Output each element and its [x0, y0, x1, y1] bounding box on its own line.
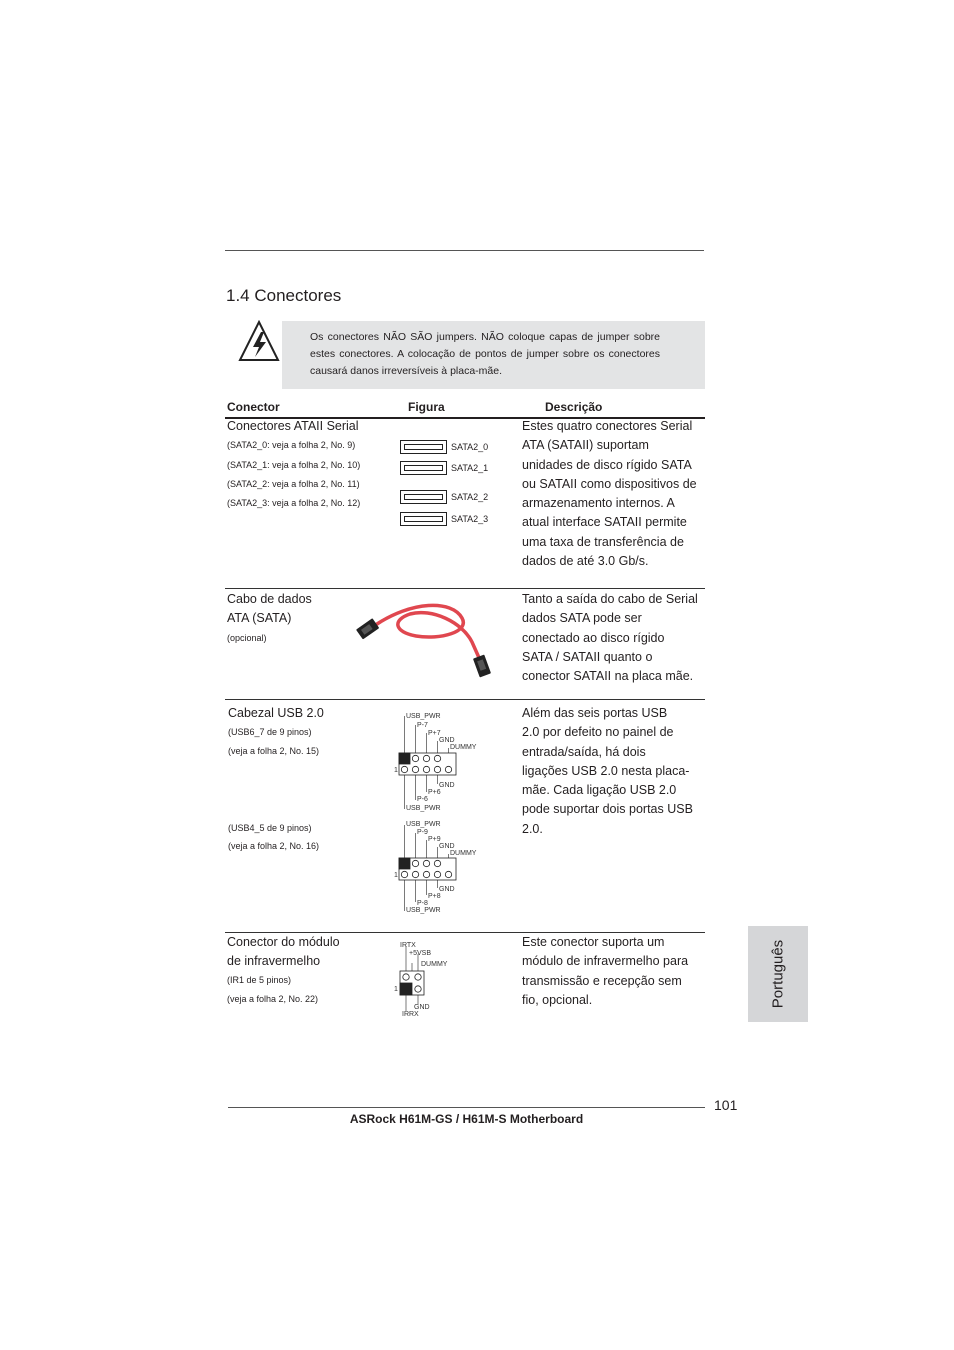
svg-text:IRTX: IRTX — [400, 942, 416, 949]
sata-cable-icon — [352, 600, 497, 685]
language-tab-label: Português — [769, 939, 787, 1009]
sata-note: (SATA2_0: veja a folha 2, No. 9) — [227, 440, 356, 450]
svg-text:1: 1 — [394, 872, 398, 879]
page-number: 101 — [714, 1097, 738, 1113]
cable-note: (opcional) — [227, 633, 267, 643]
svg-text:P-7: P-7 — [417, 722, 428, 729]
svg-text:DUMMY: DUMMY — [450, 850, 477, 857]
svg-text:USB_PWR: USB_PWR — [406, 907, 441, 914]
usb-note: (USB4_5 de 9 pinos) — [228, 823, 312, 833]
svg-text:GND: GND — [439, 782, 455, 789]
cable-description: Tanto a saída do cabo de Serial dados SATA pode ser conectado ao disco rígido SATA / SATAII quanto o conector SATAII na placa mãe. — [522, 592, 698, 684]
svg-text:USB_PWR: USB_PWR — [406, 805, 441, 812]
top-rule — [225, 250, 704, 251]
sata-port-label: SATA2_3 — [451, 514, 489, 524]
svg-text:USB_PWR: USB_PWR — [406, 713, 441, 720]
cable-name: Cabo de dados ATA (SATA) — [227, 592, 312, 626]
usb-note: (USB6_7 de 9 pinos) — [228, 727, 312, 737]
warning-text: Os conectores NÃO SÃO jumpers. NÃO coloque capas de jumper sobre estes conectores. A colocação de pontos de jumper sobre os conectores causará danos irreversíveis à placa-mãe. — [310, 331, 660, 377]
usb-note: (veja a folha 2, No. 16) — [228, 841, 320, 851]
ir-header-diagram — [394, 938, 464, 1025]
usb-name: Cabezal USB 2.0 — [228, 706, 324, 720]
usb-header-diagram — [394, 708, 484, 819]
svg-text:P+9: P+9 — [428, 836, 441, 843]
svg-text:1: 1 — [394, 986, 398, 993]
footer-rule — [228, 1107, 705, 1108]
svg-text:P+6: P+6 — [428, 789, 441, 796]
sata-note: (SATA2_3: veja a folha 2, No. 12) — [227, 498, 361, 508]
svg-text:GND: GND — [439, 737, 455, 744]
section-title: 1.4 Conectores — [226, 286, 342, 305]
header-figure: Figura — [408, 400, 445, 414]
sata-port-label: SATA2_2 — [451, 492, 489, 502]
ir-name: Conector do módulo de infravermelho — [227, 935, 340, 969]
sata-connector-icon — [400, 440, 447, 454]
footer-title: ASRock H61M-GS / H61M-S Motherboard — [349, 1112, 584, 1126]
svg-text:GND: GND — [439, 843, 455, 850]
svg-text:DUMMY: DUMMY — [421, 961, 448, 968]
svg-text:P-8: P-8 — [417, 900, 428, 907]
ir-note: (veja a folha 2, No. 22) — [227, 994, 319, 1004]
ir-note: (IR1 de 5 pinos) — [227, 975, 292, 985]
usb-note: (veja a folha 2, No. 15) — [228, 746, 320, 756]
sata-description: Estes quatro conectores Serial ATA (SATAII) suportam unidades de disco rígido SATA ou SATAII como dispositivos de armazenamento internos. A atual interface SATAII permite uma taxa de transferência de dados de até 3.0 Gb/s. — [522, 419, 697, 569]
svg-text:P+7: P+7 — [428, 730, 441, 737]
sata-port-label: SATA2_0 — [451, 442, 489, 452]
usb-description: Além das seis portas USB 2.0 por defeito no painel de entrada/saída, há dois ligações USB 2.0 nesta placa- mãe. Cada ligação USB 2.0 pode suportar dois portas USB 2.0. — [522, 706, 693, 836]
sata-connector-icon — [400, 512, 447, 526]
svg-text:+5VSB: +5VSB — [409, 950, 431, 957]
svg-text:IRRX: IRRX — [402, 1011, 419, 1018]
svg-text:P-9: P-9 — [417, 829, 428, 836]
svg-text:USB_PWR: USB_PWR — [406, 821, 441, 828]
header-connector: Conector — [227, 400, 280, 414]
sata-note: (SATA2_1: veja a folha 2, No. 10) — [227, 460, 361, 470]
svg-text:P-6: P-6 — [417, 796, 428, 803]
header-description: Descrição — [545, 400, 603, 414]
row-divider — [225, 699, 705, 700]
sata-note: (SATA2_2: veja a folha 2, No. 11) — [227, 479, 360, 489]
sata-name: Conectores ATAII Serial — [227, 419, 359, 433]
usb-header-diagram — [394, 816, 484, 923]
ir-description: Este conector suporta um módulo de infravermelho para transmissão e recepção sem fio, opcional. — [522, 935, 689, 1007]
svg-text:1: 1 — [394, 767, 398, 774]
svg-text:GND: GND — [439, 886, 455, 893]
svg-text:P+8: P+8 — [428, 893, 441, 900]
warning-icon — [238, 320, 280, 367]
svg-text:DUMMY: DUMMY — [450, 744, 477, 751]
sata-connector-icon — [400, 490, 447, 504]
sata-connector-icon — [400, 461, 447, 475]
svg-text:GND: GND — [414, 1004, 430, 1011]
sata-port-label: SATA2_1 — [451, 463, 489, 473]
row-divider — [225, 588, 705, 589]
